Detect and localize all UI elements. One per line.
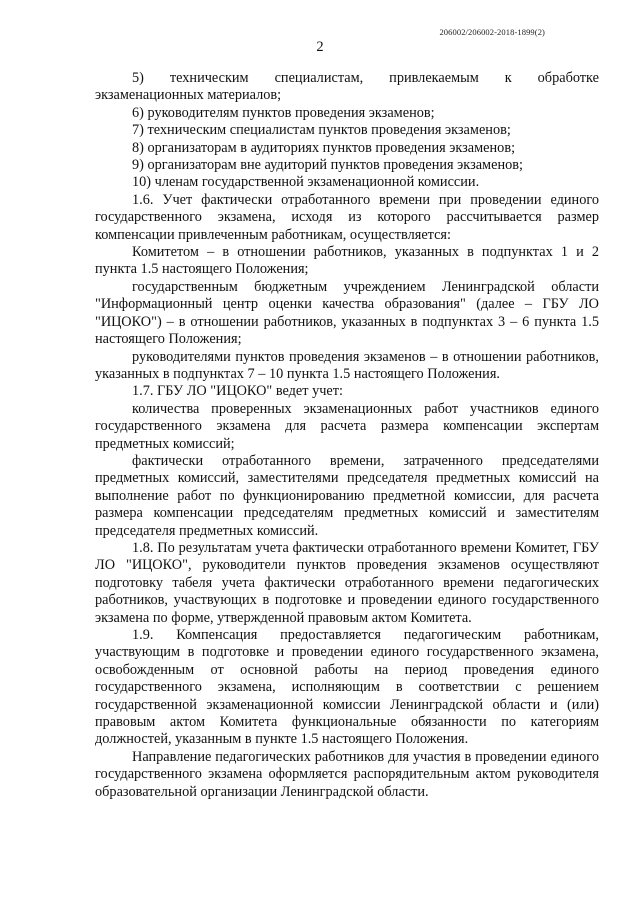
paragraph-item-8: 8) организаторам в аудиториях пунктов проведения экзаменов;: [132, 139, 516, 156]
paragraph-1-7-works: количества проверенных экзаменационных работ участников единого государственного экзамена для расчета размера компенсации экспертам предметных комиссий;: [95, 400, 599, 452]
paragraph-1-6-heads: руководителями пунктов проведения экзаменов – в отношении работников, указанных в подпунктах 7 – 10 пункта 1.5 настоящего Положения.: [95, 348, 599, 382]
paragraph-item-6: 6) руководителям пунктов проведения экзаменов;: [132, 104, 435, 121]
paragraph-item-10: 10) членам государственной экзаменационной комиссии.: [132, 174, 480, 191]
paragraph-1-6-gbu: государственным бюджетным учреждением Ленинградской области "Информационный центр оценки качества образования" (далее – ГБУ ЛО "ИЦОКО") – в отношении работников, указанных в подпунктах 3 – 6 пункта 1.5 настоящего Положения;: [95, 278, 599, 348]
paragraph-direction: Направление педагогических работников для участия в проведении единого государственного экзамена оформляется распорядительным актом руководителя образовательной организации Ленинградской области.: [95, 748, 599, 800]
paragraph-item-7: 7) техническим специалистам пунктов проведения экзаменов;: [132, 122, 511, 139]
paragraph-1-7: 1.7. ГБУ ЛО "ИЦОКО" ведет учет:: [132, 383, 343, 400]
paragraph-1-9: 1.9. Компенсация предоставляется педагогическим работникам, участвующим в подготовке и проведении единого государственного экзамена, освобожденным от основной работы на период проведения единого государственного экзамена, исполняющим в соответствии с решением государственной экзаменационной комиссии Ленинградской области и (или) правовым актом Комитета функциональные обязанности по категориям должностей, указанным в пункте 1.5 настоящего Положения.: [95, 627, 599, 748]
paragraph-item-9: 9) организаторам вне аудиторий пунктов проведения экзаменов;: [132, 157, 523, 174]
page-number: 2: [316, 39, 324, 55]
paragraph-1-6-committee: Комитетом – в отношении работников, указанных в подпунктах 1 и 2 пункта 1.5 настоящего Положения;: [95, 244, 599, 278]
document-body: [95, 70, 599, 801]
document-registration-number: 206002/206002-2018-1899(2): [439, 27, 545, 37]
paragraph-1-6: 1.6. Учет фактически отработанного времени при проведении единого государственного экзамена, исходя из которого рассчитывается размер компенсации привлеченным работникам, осуществляется:: [95, 191, 599, 243]
paragraph-1-8: 1.8. По результатам учета фактически отработанного времени Комитет, ГБУ ЛО "ИЦОКО", руководители пунктов проведения экзаменов осуществляют подготовку табеля учета фактически отработанного времени педагогических работников, участвующих в подготовке и проведении единого государственного экзамена по форме, утвержденной правовым актом Комитета.: [95, 539, 599, 626]
paragraph-item-5: 5) техническим специалистам, привлекаемым к обработке экзаменационных материалов;: [95, 70, 599, 104]
paragraph-1-7-time: фактически отработанного времени, затраченного председателями предметных комиссий, заместителями председателя предметных комиссий на выполнение работ по функционированию предметной комиссии, для расчета размера компенсации председателям предметных комиссий и заместителям председателя предметных комиссий.: [95, 452, 599, 539]
